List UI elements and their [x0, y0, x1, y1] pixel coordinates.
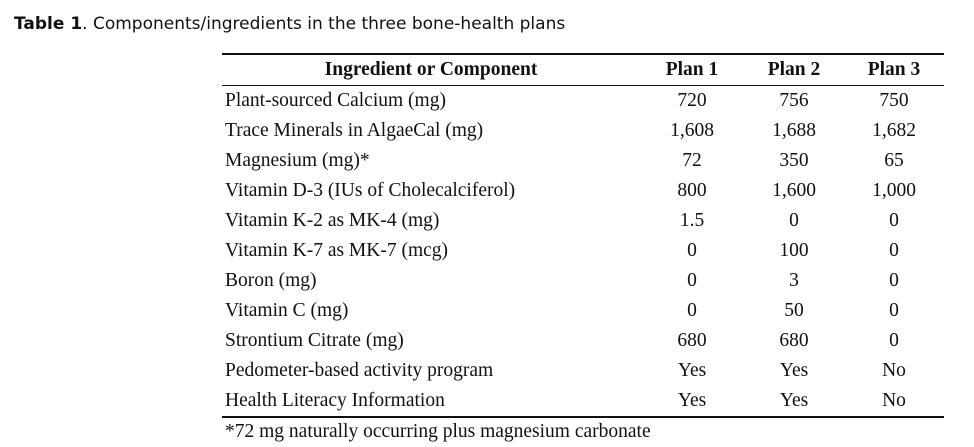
cell-plan-3: 0: [889, 300, 899, 321]
cell-plan-1: Yes: [677, 390, 707, 411]
table-row: [222, 356, 944, 386]
cell-plan-3: No: [882, 390, 906, 411]
table-body: [222, 86, 944, 418]
table-caption-text: . Components/ingredients in the three bone-health plans: [82, 14, 566, 34]
ingredients-table: [222, 53, 944, 418]
cell-plan-2: 756: [779, 90, 809, 111]
cell-plan-2: 350: [779, 150, 809, 171]
cell-plan-3: 1,000: [872, 180, 916, 201]
header-plan-1: Plan 1: [665, 59, 719, 80]
header-row: [222, 54, 944, 86]
table-row: [222, 236, 944, 266]
cell-plan-1: 720: [677, 90, 707, 111]
cell-ingredient: Vitamin K-7 as MK-7 (mcg): [225, 240, 449, 261]
cell-plan-2: Yes: [779, 390, 809, 411]
cell-plan-2: 100: [779, 240, 809, 261]
table-row: [222, 86, 944, 117]
header-plan-2: Plan 2: [767, 59, 821, 80]
cell-plan-1: 0: [687, 240, 697, 261]
table-caption: [14, 14, 565, 34]
cell-ingredient: Magnesium (mg)*: [225, 150, 370, 171]
cell-plan-1: 1.5: [679, 210, 705, 231]
table-row: [222, 386, 944, 417]
table-row: [222, 296, 944, 326]
cell-plan-3: 65: [884, 150, 904, 171]
cell-ingredient: Vitamin K-2 as MK-4 (mg): [225, 210, 440, 231]
cell-ingredient: Strontium Citrate (mg): [225, 330, 404, 351]
cell-ingredient: Health Literacy Information: [225, 390, 445, 411]
cell-plan-1: 0: [687, 270, 697, 291]
cell-plan-1: 1,608: [670, 120, 714, 141]
cell-ingredient: Boron (mg): [225, 270, 317, 291]
header-plan-3: Plan 3: [867, 59, 921, 80]
cell-plan-2: Yes: [779, 360, 809, 381]
cell-plan-1: Yes: [677, 360, 707, 381]
cell-plan-2: 1,600: [772, 180, 816, 201]
cell-plan-1: 800: [677, 180, 707, 201]
table-row: [222, 326, 944, 356]
cell-plan-3: 0: [889, 210, 899, 231]
cell-plan-3: 1,682: [872, 120, 916, 141]
table-row: [222, 146, 944, 176]
table-container: [222, 53, 944, 443]
cell-plan-3: 0: [889, 270, 899, 291]
cell-plan-2: 3: [789, 270, 799, 291]
header-ingredient: Ingredient or Component: [324, 59, 538, 80]
cell-plan-3: No: [882, 360, 906, 381]
cell-plan-2: 50: [784, 300, 804, 321]
cell-ingredient: Vitamin D-3 (IUs of Cholecalciferol): [225, 180, 516, 201]
cell-plan-1: 680: [677, 330, 707, 351]
cell-plan-3: 0: [889, 240, 899, 261]
cell-ingredient: Vitamin C (mg): [225, 300, 349, 321]
cell-plan-2: 1,688: [772, 120, 816, 141]
cell-ingredient: Trace Minerals in AlgaeCal (mg): [225, 120, 484, 141]
table-footnote: *72 mg naturally occurring plus magnesium carbonate: [225, 421, 651, 442]
cell-ingredient: Pedometer-based activity program: [225, 360, 494, 381]
cell-plan-2: 0: [789, 210, 799, 231]
table-row: [222, 266, 944, 296]
cell-plan-1: 0: [687, 300, 697, 321]
cell-plan-1: 72: [682, 150, 702, 171]
table-row: [222, 206, 944, 236]
cell-plan-2: 680: [779, 330, 809, 351]
table-row: [222, 176, 944, 206]
cell-plan-3: 750: [879, 90, 909, 111]
table-row: [222, 116, 944, 146]
cell-plan-3: 0: [889, 330, 899, 351]
table-caption-label: Table 1: [14, 14, 83, 34]
cell-ingredient: Plant-sourced Calcium (mg): [225, 90, 446, 111]
